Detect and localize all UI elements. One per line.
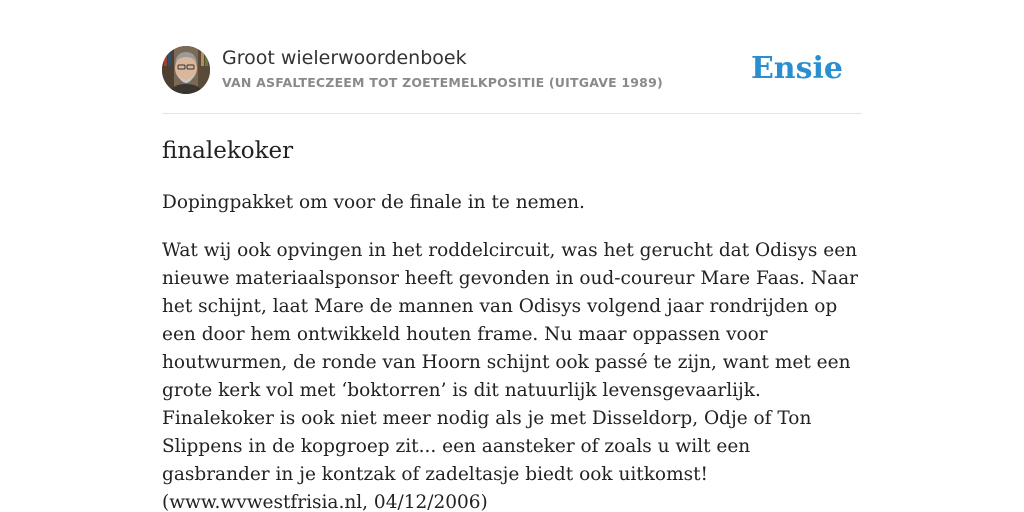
entry-term: finalekoker — [162, 138, 294, 164]
entry-definition: Dopingpakket om voor de finale in te nemen. — [162, 192, 585, 213]
book-title[interactable]: Groot wielerwoordenboek — [222, 47, 467, 69]
header-divider — [162, 113, 862, 114]
author-portrait-image — [162, 46, 210, 94]
book-subtitle: VAN ASFALTECZEEM TOT ZOETEMELKPOSITIE (UITGAVE 1989) — [222, 75, 663, 90]
header — [162, 46, 862, 96]
author-avatar — [162, 46, 210, 94]
ensie-logo-link[interactable]: Ensie — [750, 51, 843, 86]
entry-quote: Wat wij ook opvingen in het roddelcircuit, was het gerucht dat Odisys een nieuwe materiaalsponsor heeft gevonden in oud-coureur Mare Faas. Naar het schijnt, laat Mare de mannen van Odisys volgend jaar rondrijden op een door hem ontwikkeld houten frame. Nu maar oppassen voor houtwurmen, de ronde van Hoorn schijnt ook passé te zijn, want met een grote kerk vol met ‘boktorren’ is dit natuurlijk levensgevaarlijk. Finalekoker is ook niet meer nodig als je met Disseldorp, Odje of Ton Slippens in de kopgroep zit... een aansteker of zoals u wilt een gasbrander in je kontzak of zadeltasje biedt ook uitkomst! (www.wvwestfrisia.nl, 04/12/2006) — [162, 240, 858, 512]
